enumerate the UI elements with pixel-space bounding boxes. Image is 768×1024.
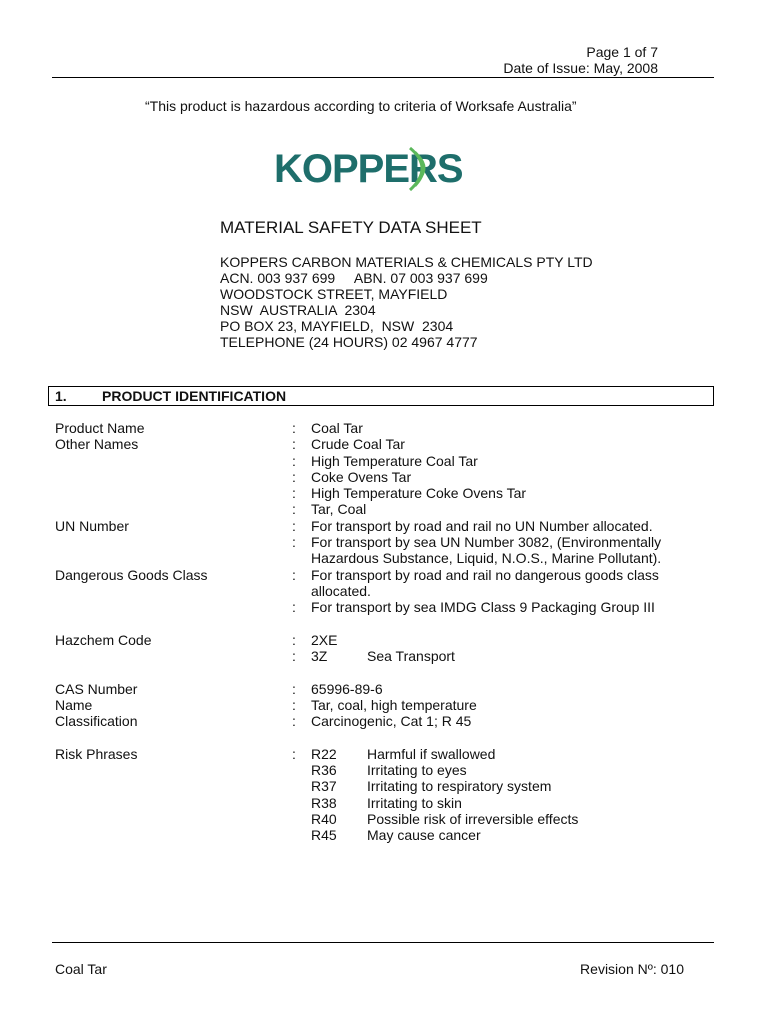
company-state: NSW AUSTRALIA 2304 <box>220 302 376 318</box>
koppers-logo <box>272 140 463 196</box>
colon: : <box>292 599 296 615</box>
un-number-value: Hazardous Substance, Liquid, N.O.S., Marine Pollutant). <box>311 550 662 566</box>
other-name: Crude Coal Tar <box>311 436 405 452</box>
risk-text: Possible risk of irreversible effects <box>367 811 579 827</box>
other-names-label: Other Names <box>55 436 139 452</box>
logo-wordmark: KOPPERS <box>274 147 463 191</box>
colon: : <box>292 746 296 762</box>
risk-phrases-label: Risk Phrases <box>55 746 138 762</box>
colon: : <box>292 697 296 713</box>
other-name: High Temperature Coal Tar <box>311 453 478 469</box>
koppers-swoosh-icon <box>272 140 463 196</box>
dangerous-goods-class-label: Dangerous Goods Class <box>55 567 208 583</box>
colon: : <box>292 453 296 469</box>
un-number-value: For transport by sea UN Number 3082, (Environmentally <box>311 534 662 550</box>
risk-code: R37 <box>311 778 337 794</box>
product-name-value: Coal Tar <box>311 420 363 436</box>
risk-code: R45 <box>311 827 337 843</box>
colon: : <box>292 534 296 550</box>
cas-number-label: CAS Number <box>55 681 138 697</box>
other-name: Tar, Coal <box>311 501 367 517</box>
footer-product: Coal Tar <box>55 961 107 977</box>
dangerous-goods-class-value: For transport by road and rail no dangerous goods class <box>311 567 659 583</box>
dangerous-goods-class-value: For transport by sea IMDG Class 9 Packaging Group III <box>311 599 655 615</box>
footer-revision: Revision Nº: 010 <box>580 961 684 977</box>
other-name: Coke Ovens Tar <box>311 469 412 485</box>
hazchem-label: Hazchem Code <box>55 632 152 648</box>
un-number-value: For transport by road and rail no UN Number allocated. <box>311 518 653 534</box>
colon: : <box>292 469 296 485</box>
hazard-statement: “This product is hazardous according to criteria of Worksafe Australia” <box>145 98 577 114</box>
risk-text: Harmful if swallowed <box>367 746 496 762</box>
name-value: Tar, coal, high temperature <box>311 697 477 713</box>
colon: : <box>292 632 296 648</box>
hazchem-note: Sea Transport <box>367 648 455 664</box>
risk-code: R22 <box>311 746 337 762</box>
header-divider <box>52 77 714 78</box>
footer-divider <box>52 942 714 943</box>
classification-value: Carcinogenic, Cat 1; R 45 <box>311 713 472 729</box>
name-label: Name <box>55 697 93 713</box>
colon: : <box>292 713 296 729</box>
section-header <box>48 386 714 406</box>
risk-code: R40 <box>311 811 337 827</box>
company-acn-abn: ACN. 003 937 699 ABN. 07 003 937 699 <box>220 270 488 286</box>
un-number-label: UN Number <box>55 518 129 534</box>
colon: : <box>292 420 296 436</box>
risk-text: Irritating to eyes <box>367 762 467 778</box>
colon: : <box>292 436 296 452</box>
hazchem-code: 3Z <box>311 648 328 664</box>
colon: : <box>292 648 296 664</box>
company-street: WOODSTOCK STREET, MAYFIELD <box>220 286 448 302</box>
other-name: High Temperature Coke Ovens Tar <box>311 485 527 501</box>
risk-code: R36 <box>311 762 337 778</box>
hazchem-code: 2XE <box>311 632 338 648</box>
classification-label: Classification <box>55 713 138 729</box>
risk-code: R38 <box>311 795 337 811</box>
section-title: PRODUCT IDENTIFICATION <box>102 388 287 404</box>
company-name: KOPPERS CARBON MATERIALS & CHEMICALS PTY LTD <box>220 254 593 270</box>
colon: : <box>292 681 296 697</box>
company-po-box: PO BOX 23, MAYFIELD, NSW 2304 <box>220 318 454 334</box>
risk-text: Irritating to respiratory system <box>367 778 552 794</box>
section-number: 1. <box>55 388 67 404</box>
dangerous-goods-class-value: allocated. <box>311 583 371 599</box>
risk-text: May cause cancer <box>367 827 481 843</box>
cas-number-value: 65996-89-6 <box>311 681 383 697</box>
date-of-issue: Date of Issue: May, 2008 <box>503 60 658 76</box>
company-telephone: TELEPHONE (24 HOURS) 02 4967 4777 <box>220 334 478 350</box>
colon: : <box>292 567 296 583</box>
colon: : <box>292 518 296 534</box>
page-number: Page 1 of 7 <box>586 44 658 60</box>
colon: : <box>292 485 296 501</box>
document-title: MATERIAL SAFETY DATA SHEET <box>220 218 482 237</box>
product-name-label: Product Name <box>55 420 145 436</box>
risk-text: Irritating to skin <box>367 795 462 811</box>
colon: : <box>292 501 296 517</box>
